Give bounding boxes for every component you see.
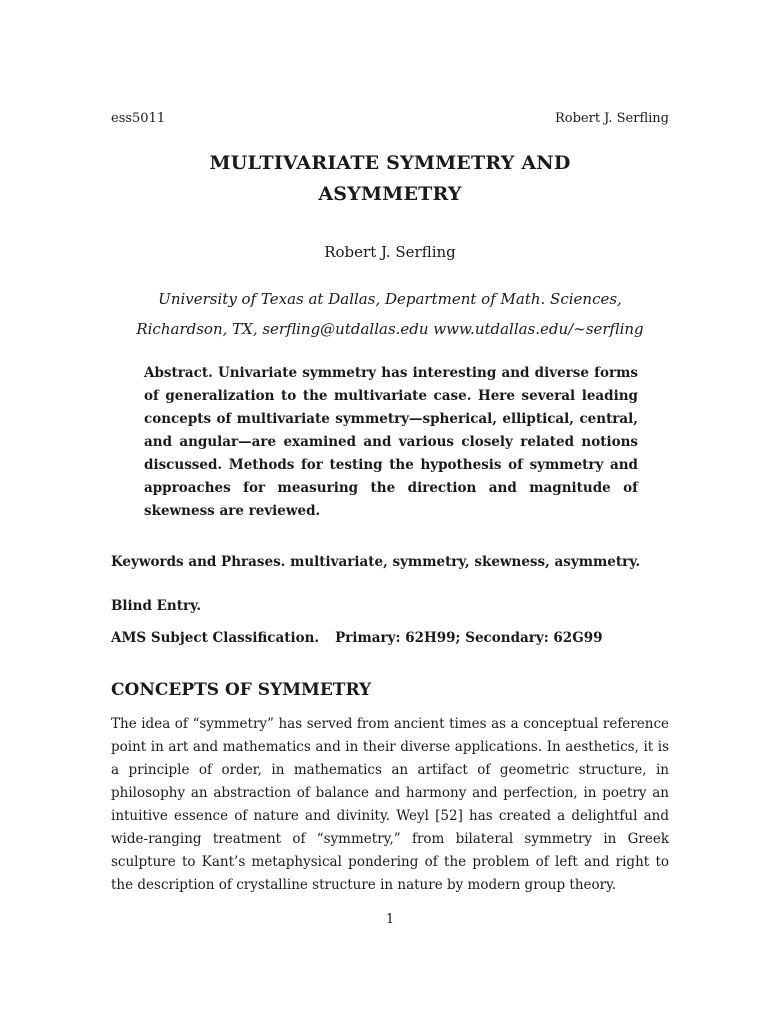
- body-paragraph: The idea of “symmetry” has served from ancient times as a conceptual reference point in art and mathematics and in their diverse applications. In aesthetics, it is a principle of order, in mathematics an artifact of geometric structure, in philosophy an abstraction of balance and harmony and perfection, in poetry an intuitive essence of nature and divinity. Weyl [52] has created a delightful and wide-ranging treatment of “symmetry,” from bilateral symmetry in Greek sculpture to Kant’s metaphysical pondering of the problem of left and right to the description of crystalline structure in nature by modern group theory.: [111, 716, 669, 893]
- page-number: 1: [385, 912, 395, 927]
- paper-title: [111, 148, 669, 210]
- blind-entry: Blind Entry.: [111, 598, 202, 614]
- title-line-2: ASYMMETRY: [318, 183, 462, 205]
- running-header-left: ess5011: [111, 111, 166, 126]
- affiliation-line-2: Richardson, TX, serfling@utdallas.edu www.utdallas.edu/∼serfling: [136, 320, 644, 338]
- ams-classification: [111, 630, 669, 646]
- author-name: Robert J. Serfling: [324, 243, 456, 261]
- running-header-right: Robert J. Serfling: [554, 111, 669, 126]
- affiliation: [111, 284, 669, 344]
- abstract: Abstract. Univariate symmetry has interesting and diverse forms of generalization to the multivariate case. Here several leading concepts of multivariate symmetry—spherical, elliptical, central, and angular—are examined and various closely related notions discussed. Methods for testing the hypothesis of symmetry and approaches for measuring the direction and magnitude of skewness are reviewed.: [144, 365, 638, 519]
- section-heading: CONCEPTS OF SYMMETRY: [111, 680, 372, 700]
- title-line-1: MULTIVARIATE SYMMETRY AND: [209, 152, 571, 174]
- keywords: Keywords and Phrases. multivariate, symmetry, skewness, asymmetry.: [111, 554, 641, 570]
- affiliation-line-1: University of Texas at Dallas, Department of Math. Sciences,: [158, 290, 622, 308]
- ams-value: Primary: 62H99; Secondary: 62G99: [335, 630, 603, 646]
- ams-label: AMS Subject Classification.: [111, 630, 320, 646]
